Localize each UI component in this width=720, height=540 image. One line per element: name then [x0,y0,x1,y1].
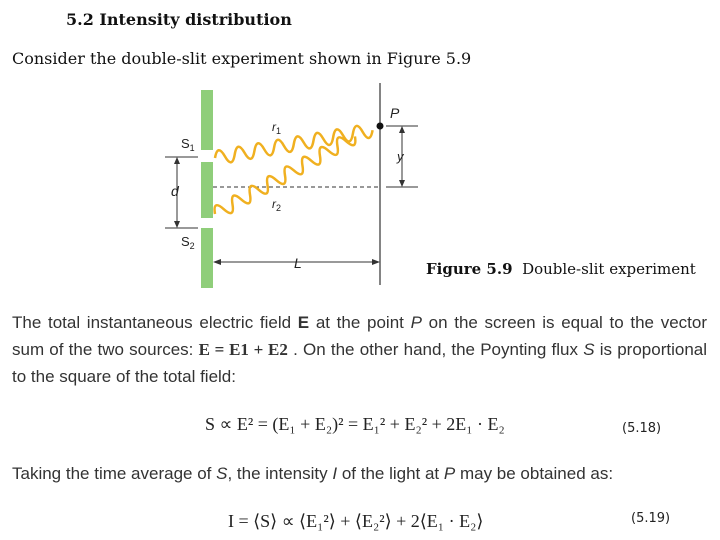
paragraph-2 [12,460,707,487]
label-r1: $r_1$ [272,120,282,136]
p1-d: . On the other hand, the Poynting flux [287,340,584,359]
paragraph-1 [12,309,707,390]
barrier-middle [201,162,213,218]
p1-inline-equation: E = E1 + E2 [198,340,288,359]
p1-e: is proportional to the square of the total field: [12,340,708,386]
equation-5-19: I = ⟨S⟩ ∝ ⟨E₁²⟩ + ⟨E₂²⟩ + 2⟨E₁ · E₂⟩ [228,511,484,531]
figure-caption [426,260,696,278]
p1-P: P [410,313,422,332]
p2-d: may be obtained as: [455,464,614,483]
label-d: d [171,183,179,199]
p1-S: S [583,340,595,359]
p1-a: The total instantaneous electric field [12,313,298,332]
label-L: L [294,255,302,271]
p2-S: S [216,464,228,483]
L-arrowhead-right [372,259,380,265]
point-P-dot [377,123,384,130]
equation-5-18: S ∝ E² = (E₁ + E₂)² = E₁² + E₂² + 2E₁ · E₂ [205,414,505,434]
p2-b: , the intensity [227,464,333,483]
p2-c: of the light at [337,464,444,483]
barrier-top [201,90,213,150]
label-P: P [390,105,400,121]
y-arrowhead-bottom [399,180,405,187]
d-arrowhead-bottom [174,221,180,228]
equation-number-5-18: (5.18) [622,421,662,436]
p2-I: I [332,464,338,483]
barrier-bottom [201,228,213,288]
caption-text: Double-slit experiment [522,260,696,278]
L-arrowhead-left [213,259,221,265]
p2-a: Taking the time average of [12,464,217,483]
caption-label: Figure 5.9 [426,260,513,278]
p1-c: on the screen is equal to the vector sum of the two sources: [12,313,707,359]
p1-b: at the point [309,313,411,332]
label-S1: $S_1$ [181,136,195,153]
p2-P: P [443,464,456,483]
p1-E: E [297,313,310,332]
intro-text: Consider the double-slit experiment shown in Figure 5.9 [12,49,472,68]
d-arrowhead-top [174,157,180,164]
section-heading: 5.2 Intensity distribution [66,10,292,29]
label-y: y [397,149,404,164]
label-S2: $S_2$ [181,234,195,251]
double-slit-figure [150,78,430,293]
equation-number-5-19: (5.19) [631,511,671,526]
label-r2: $r_2$ [272,197,282,213]
wave-r2 [212,130,359,220]
y-arrowhead-top [399,126,405,133]
